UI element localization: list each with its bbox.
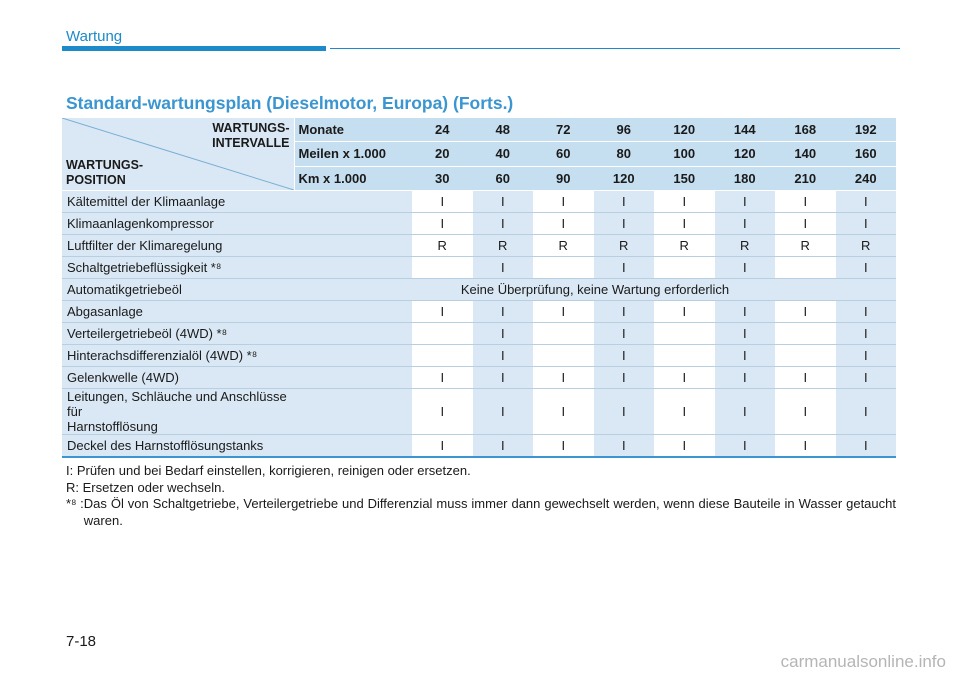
row-cell-value: I [473, 345, 534, 367]
header-value: 160 [836, 142, 897, 166]
row-cell-value: I [533, 213, 594, 235]
table-corner-cell [62, 118, 294, 191]
row-cell-value: R [412, 235, 473, 257]
row-item-name: Klimaanlagenkompressor [62, 213, 294, 235]
row-cell-value: I [654, 435, 715, 458]
header-value: 48 [473, 118, 534, 142]
section-rule [330, 48, 900, 49]
header-value: 80 [594, 142, 655, 166]
header-value: 140 [775, 142, 836, 166]
row-cell-value: I [654, 389, 715, 435]
note-inspect: I: Prüfen und bei Bedarf einstellen, korrigieren, reinigen oder ersetzen. [66, 463, 471, 478]
row-cell-value: I [412, 213, 473, 235]
table-row [62, 191, 896, 213]
row-cell-value: I [715, 301, 776, 323]
row-cell-value: I [594, 213, 655, 235]
row-item-name: Luftfilter der Klimaregelung [62, 235, 294, 257]
row-cell-value: I [836, 389, 897, 435]
row-cell-value: I [594, 257, 655, 279]
header-value: 40 [473, 142, 534, 166]
row-cell-value: I [594, 345, 655, 367]
table-row [62, 257, 896, 279]
row-cell-value [294, 389, 412, 435]
header-value: 150 [654, 166, 715, 190]
row-cell-value [775, 345, 836, 367]
header-value: 24 [412, 118, 473, 142]
row-cell-value: R [594, 235, 655, 257]
table-row [62, 389, 896, 435]
header-value: 210 [775, 166, 836, 190]
row-cell-value [294, 191, 412, 213]
row-cell-value: I [715, 323, 776, 345]
row-cell-value: I [836, 213, 897, 235]
row-cell-value: R [533, 235, 594, 257]
legend-notes [66, 463, 896, 529]
header-label: Monate [294, 118, 412, 142]
note-footnote-8 [66, 496, 896, 529]
header-label: Km x 1.000 [294, 166, 412, 190]
header-value: 30 [412, 166, 473, 190]
row-cell-value: I [775, 389, 836, 435]
row-cell-value [412, 323, 473, 345]
row-cell-value: I [775, 191, 836, 213]
page-number: 7-18 [66, 633, 97, 650]
row-cell-value [775, 257, 836, 279]
row-cell-value: I [775, 213, 836, 235]
header-value: 72 [533, 118, 594, 142]
row-cell-value: I [775, 435, 836, 458]
row-cell-value: I [594, 191, 655, 213]
header-value: 240 [836, 166, 897, 190]
section-title: Wartung [66, 28, 123, 45]
row-cell-value: I [775, 367, 836, 389]
header-value: 168 [775, 118, 836, 142]
table-row [62, 435, 896, 458]
row-cell-value: I [594, 323, 655, 345]
row-cell-value [654, 345, 715, 367]
row-cell-value [294, 323, 412, 345]
table-row [62, 279, 896, 301]
corner-label-intervals: WARTUNGS- INTERVALLE [212, 121, 290, 150]
header-value: 100 [654, 142, 715, 166]
table-row [62, 345, 896, 367]
row-cell-value: I [594, 389, 655, 435]
row-cell-value: I [412, 301, 473, 323]
header-value: 180 [715, 166, 776, 190]
row-cell-value: I [654, 367, 715, 389]
table-row [62, 367, 896, 389]
row-cell-value: I [412, 191, 473, 213]
row-cell-value [533, 345, 594, 367]
maintenance-table [62, 118, 896, 458]
header-value: 90 [533, 166, 594, 190]
row-cell-value: I [715, 389, 776, 435]
row-cell-value: I [775, 301, 836, 323]
row-cell-value: I [473, 213, 534, 235]
table-row [62, 323, 896, 345]
footnote-text: Das Öl von Schaltgetriebe, Verteilergetriebe und Differenzial muss immer dann gewechselt werden, wenn diese Bauteile in Wasser getaucht waren. [83, 496, 896, 528]
header-value: 20 [412, 142, 473, 166]
header-value: 60 [473, 166, 534, 190]
row-cell-value: I [473, 191, 534, 213]
row-item-name: Hinterachsdifferenzialöl (4WD) *⁸ [62, 345, 294, 367]
row-cell-value: I [836, 323, 897, 345]
row-item-name: Schaltgetriebeflüssigkeit *⁸ [62, 257, 294, 279]
header-value: 60 [533, 142, 594, 166]
row-item-name: Verteilergetriebeöl (4WD) *⁸ [62, 323, 294, 345]
row-cell-value: I [836, 435, 897, 458]
footnote-mark: *⁸ : [66, 496, 84, 511]
row-cell-value [294, 235, 412, 257]
row-cell-value: I [533, 191, 594, 213]
row-cell-value [533, 257, 594, 279]
note-replace: R: Ersetzen oder wechseln. [66, 479, 225, 495]
row-cell-value: I [715, 435, 776, 458]
watermark: carmanualsonline.info [780, 652, 946, 671]
row-cell-value: I [533, 435, 594, 458]
row-cell-value [533, 323, 594, 345]
row-cell-value [412, 345, 473, 367]
row-cell-value: I [533, 389, 594, 435]
section-bar [62, 46, 326, 51]
row-cell-value: I [412, 389, 473, 435]
row-cell-value: I [533, 367, 594, 389]
row-cell-value [412, 257, 473, 279]
row-item-name: Automatikgetriebeöl [62, 279, 294, 301]
row-cell-value: I [715, 191, 776, 213]
table-row [62, 213, 896, 235]
row-cell-value: I [836, 367, 897, 389]
row-cell-value [775, 323, 836, 345]
row-span-note: Keine Überprüfung, keine Wartung erforderlich [294, 279, 896, 301]
row-cell-value: I [836, 257, 897, 279]
row-cell-value: I [473, 389, 534, 435]
row-cell-value: I [412, 435, 473, 458]
row-item-name: Leitungen, Schläuche und Anschlüsse für Harnstofflösung [62, 389, 294, 435]
row-cell-value: I [715, 345, 776, 367]
row-item-name: Gelenkwelle (4WD) [62, 367, 294, 389]
header-value: 120 [594, 166, 655, 190]
row-cell-value: I [473, 367, 534, 389]
row-cell-value [654, 257, 715, 279]
header-value: 120 [654, 118, 715, 142]
page-title: Standard-wartungsplan (Dieselmotor, Europa) (Forts.) [66, 93, 514, 113]
row-cell-value: I [594, 301, 655, 323]
row-cell-value: I [473, 435, 534, 458]
row-cell-value: I [836, 345, 897, 367]
row-cell-value [294, 213, 412, 235]
header-value: 96 [594, 118, 655, 142]
row-cell-value: I [715, 257, 776, 279]
row-cell-value: R [654, 235, 715, 257]
table-row [62, 301, 896, 323]
row-cell-value: I [473, 301, 534, 323]
row-cell-value: I [594, 435, 655, 458]
row-cell-value: I [836, 301, 897, 323]
row-cell-value: I [473, 257, 534, 279]
row-cell-value: R [715, 235, 776, 257]
row-cell-value [294, 257, 412, 279]
row-cell-value [294, 345, 412, 367]
row-cell-value [654, 323, 715, 345]
row-cell-value: I [473, 323, 534, 345]
row-cell-value: I [715, 213, 776, 235]
row-cell-value: I [836, 191, 897, 213]
row-cell-value: R [836, 235, 897, 257]
header-row [62, 118, 896, 142]
row-cell-value: R [775, 235, 836, 257]
header-value: 120 [715, 142, 776, 166]
row-cell-value: I [654, 191, 715, 213]
row-item-name: Deckel des Harnstofflösungstanks [62, 435, 294, 458]
table-row [62, 235, 896, 257]
row-cell-value [294, 367, 412, 389]
row-cell-value: I [654, 213, 715, 235]
row-cell-value: I [715, 367, 776, 389]
header-label: Meilen x 1.000 [294, 142, 412, 166]
row-cell-value: I [533, 301, 594, 323]
header-value: 192 [836, 118, 897, 142]
row-item-name: Kältemittel der Klimaanlage [62, 191, 294, 213]
row-cell-value [294, 435, 412, 458]
row-item-name: Abgasanlage [62, 301, 294, 323]
row-cell-value: I [412, 367, 473, 389]
header-value: 144 [715, 118, 776, 142]
row-cell-value: I [654, 301, 715, 323]
corner-label-position: WARTUNGS- POSITION [66, 158, 144, 187]
row-cell-value [294, 301, 412, 323]
row-cell-value: R [473, 235, 534, 257]
row-cell-value: I [594, 367, 655, 389]
